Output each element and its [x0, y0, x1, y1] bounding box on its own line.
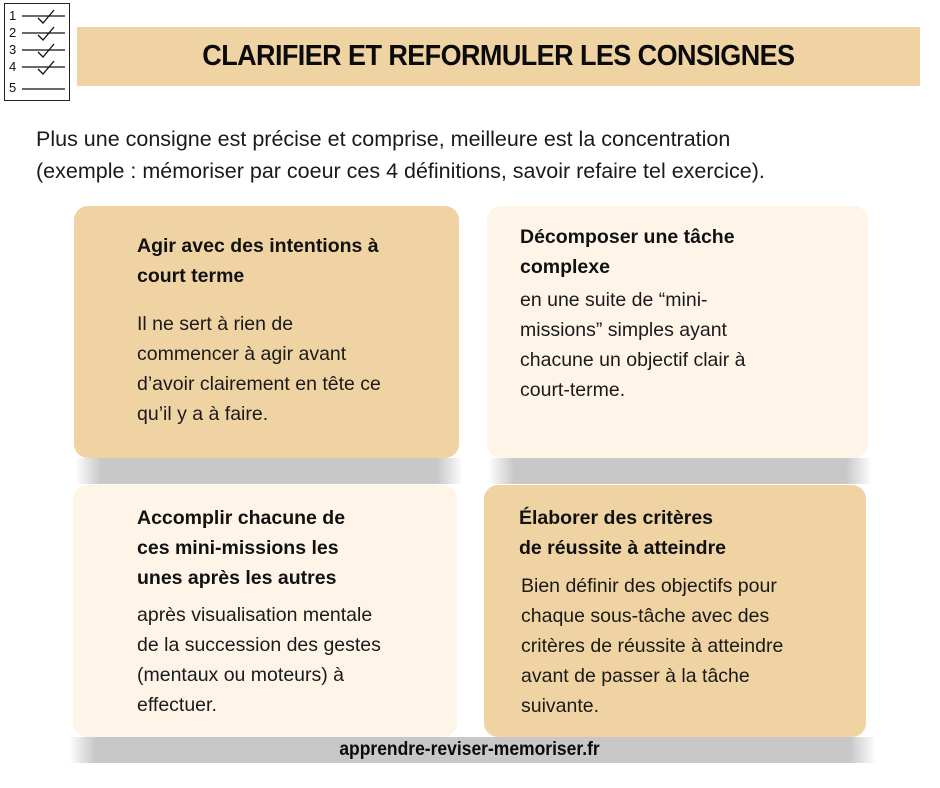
- intro-line: Plus une consigne est précise et comprise, meilleure est la concentration: [36, 127, 731, 151]
- card-body: après visualisation mentale de la succession des gestes (mentaux ou moteurs) à effectuer.: [137, 604, 381, 716]
- card-title: Accomplir chacune de ces mini-missions les unes après les autres: [137, 507, 346, 589]
- checklist-number: 3: [9, 42, 17, 57]
- footer: [0, 737, 940, 763]
- card-body: en une suite de “mini- missions” simples ayant chacune un objectif clair à court-terme.: [520, 289, 746, 401]
- card-body: Bien définir des objectifs pour chaque sous-tâche avec des critères de réussite à atteindre avant de passer à la tâche suivante.: [521, 575, 784, 717]
- checklist-number: 1: [9, 8, 17, 23]
- checklist-icon: [4, 3, 70, 101]
- checklist-number: 2: [9, 25, 17, 40]
- card-shadow: [76, 458, 462, 484]
- title-banner: [77, 27, 920, 86]
- card-success-criteria: [484, 485, 866, 737]
- intro-paragraph: [36, 123, 916, 187]
- card-short-term-intentions: [74, 206, 459, 458]
- card-title: Agir avec des intentions à court terme: [137, 235, 379, 287]
- card-title: Décomposer une tâche complexe: [520, 226, 735, 278]
- checklist-number: 4: [9, 59, 17, 74]
- page-title: CLARIFIER ET REFORMULER LES CONSIGNES: [202, 40, 795, 72]
- card-shadow: [489, 458, 871, 484]
- intro-line: (exemple : mémoriser par coeur ces 4 définitions, savoir refaire tel exercice).: [36, 159, 765, 183]
- card-decompose-task: [487, 206, 868, 458]
- footer-site-link[interactable]: apprendre-reviser-memoriser.fr: [339, 739, 601, 760]
- checklist-number: 5: [9, 80, 17, 95]
- card-accomplish-missions: [73, 485, 457, 737]
- card-body: Il ne sert à rien de commencer à agir avant d’avoir clairement en tête ce qu’il y a à faire.: [137, 313, 381, 425]
- card-title: Élaborer des critères de réussite à atteindre: [519, 507, 726, 559]
